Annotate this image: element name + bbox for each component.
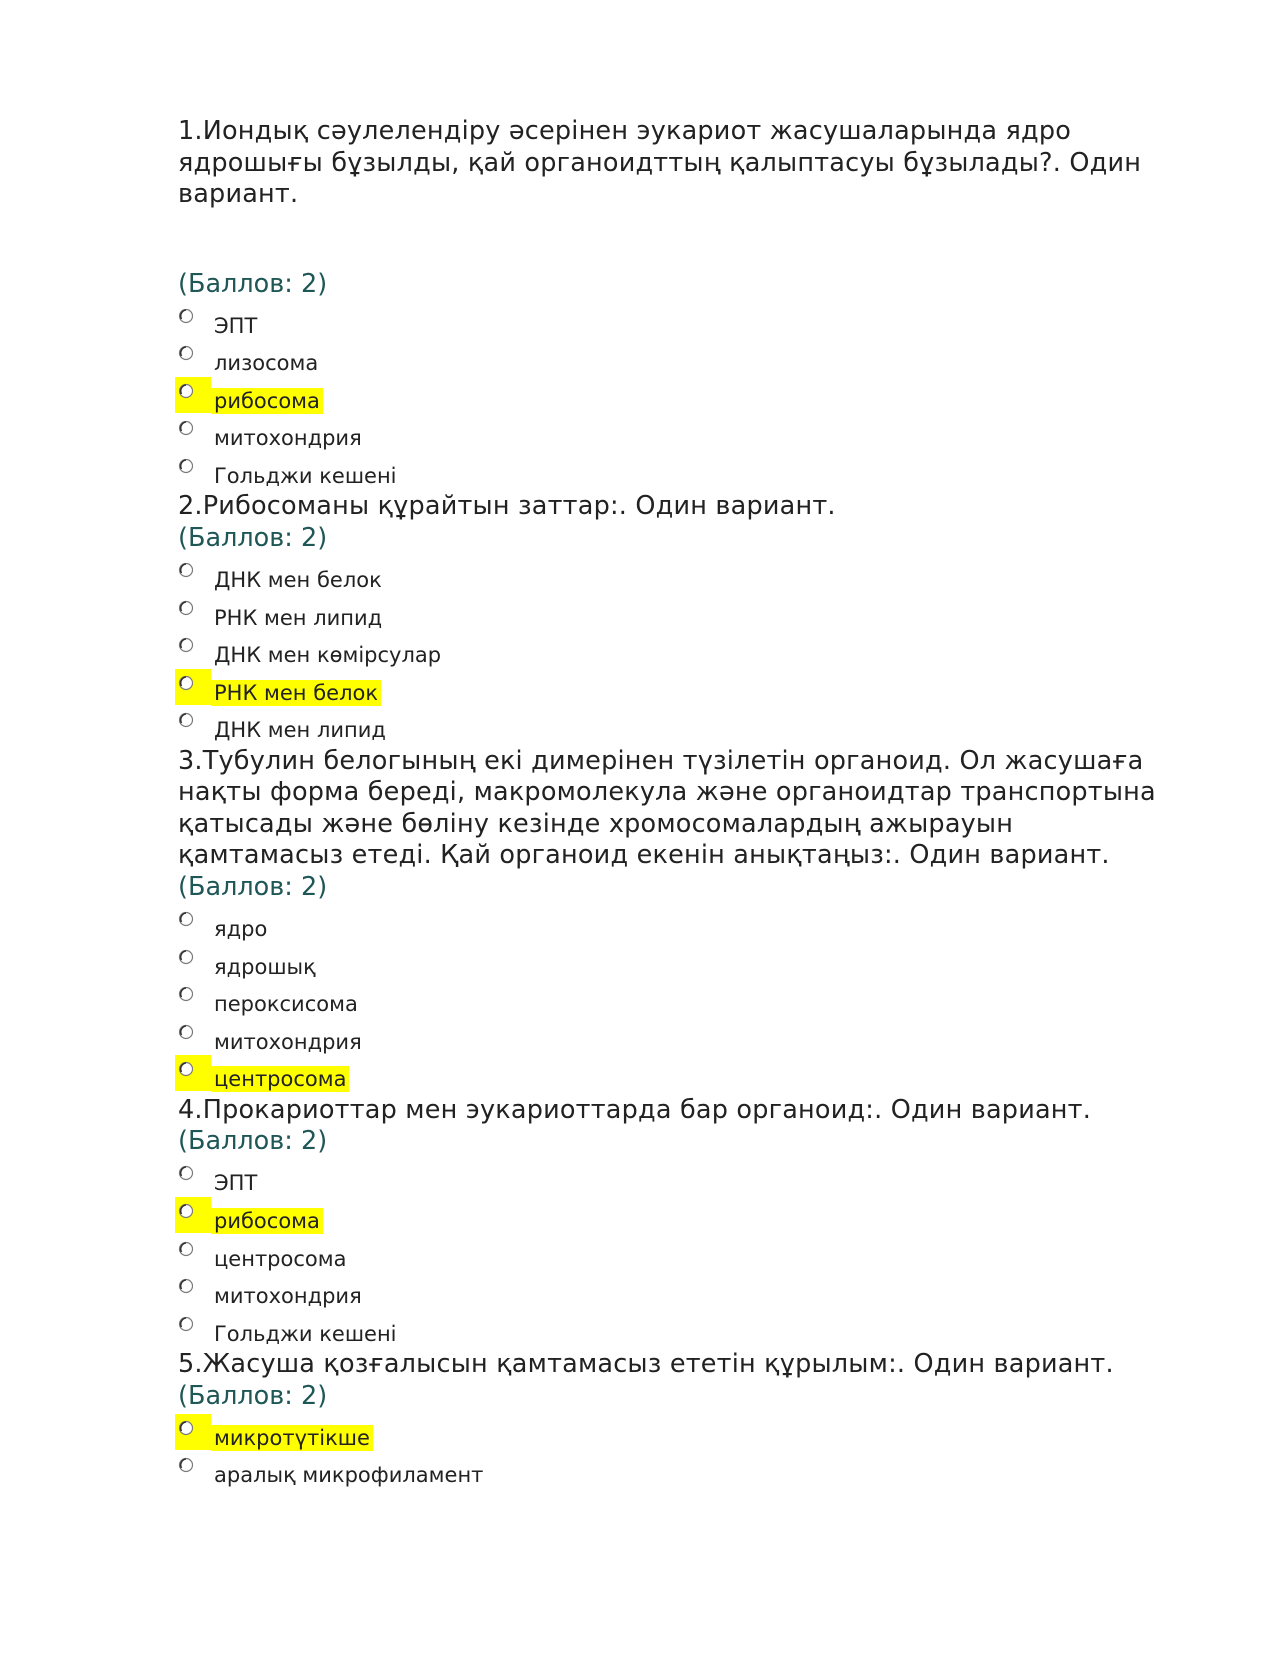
radio-button-icon[interactable] bbox=[178, 1165, 194, 1181]
answer-option-correct[interactable] bbox=[178, 1057, 1178, 1095]
answer-option[interactable] bbox=[178, 945, 1178, 983]
answer-option-correct[interactable] bbox=[178, 1416, 1178, 1454]
question-2 bbox=[178, 491, 1178, 745]
radio-button-icon[interactable] bbox=[178, 1203, 194, 1219]
answer-option-correct[interactable] bbox=[178, 671, 1178, 709]
answer-option[interactable] bbox=[178, 304, 1178, 342]
answer-label: митохондрия bbox=[214, 426, 362, 451]
radio-button-icon[interactable] bbox=[178, 911, 194, 927]
answer-option[interactable] bbox=[178, 1161, 1178, 1199]
answer-label: Гольджи кешені bbox=[214, 1321, 397, 1346]
answer-option[interactable] bbox=[178, 1237, 1178, 1275]
radio-button-icon[interactable] bbox=[178, 1061, 194, 1077]
quiz-page bbox=[178, 116, 1178, 1491]
radio-button-icon[interactable] bbox=[178, 383, 194, 399]
answer-label: митохондрия bbox=[214, 1284, 362, 1309]
answer-label: ДНК мен белок bbox=[214, 567, 382, 592]
answer-label: лизосома bbox=[214, 351, 319, 376]
question-score: (Баллов: 2) bbox=[178, 268, 328, 299]
question-score: (Баллов: 2) bbox=[178, 1380, 328, 1411]
radio-button-icon[interactable] bbox=[178, 345, 194, 361]
radio-button-icon[interactable] bbox=[178, 1024, 194, 1040]
answer-label: ДНК мен көмірсулар bbox=[214, 643, 442, 668]
radio-button-icon[interactable] bbox=[178, 458, 194, 474]
answer-label: ядрошық bbox=[214, 954, 316, 979]
answer-option[interactable] bbox=[178, 558, 1178, 596]
answer-label: ЭПТ bbox=[214, 1171, 258, 1196]
answer-option[interactable] bbox=[178, 1453, 1178, 1491]
answer-option-correct[interactable] bbox=[178, 379, 1178, 417]
answer-label: аралық микрофиламент bbox=[214, 1463, 484, 1488]
radio-button-icon[interactable] bbox=[178, 1278, 194, 1294]
question-text: 2.Рибосоманы құрайтын заттар:. Один вариант. bbox=[178, 491, 836, 522]
answer-label: Гольджи кешені bbox=[214, 463, 397, 488]
answer-label: ядро bbox=[214, 916, 268, 941]
radio-button-icon[interactable] bbox=[178, 420, 194, 436]
answer-label: митохондрия bbox=[214, 1029, 362, 1054]
answer-label: РНК мен липид bbox=[214, 605, 383, 630]
radio-button-icon[interactable] bbox=[178, 1420, 194, 1436]
question-3 bbox=[178, 746, 1178, 1095]
question-text: 3.Тубулин белогының екі димерінен түзілетін органоид. Ол жасушаға нақты форма береді, макромолекула және органоидтар транспортына қатысады және бөліну кезінде хромосомалардың ажырауын қамтамасыз етеді. Қай органоид екенін анықтаңыз:. Один вариант. bbox=[178, 745, 1156, 871]
question-1 bbox=[178, 116, 1178, 491]
answer-option[interactable] bbox=[178, 416, 1178, 454]
question-score: (Баллов: 2) bbox=[178, 522, 328, 553]
question-text: 4.Прокариоттар мен эукариоттарда бар органоид:. Один вариант. bbox=[178, 1094, 1092, 1125]
radio-button-icon[interactable] bbox=[178, 949, 194, 965]
radio-button-icon[interactable] bbox=[178, 308, 194, 324]
radio-button-icon[interactable] bbox=[178, 600, 194, 616]
answer-option[interactable] bbox=[178, 1312, 1178, 1350]
radio-button-icon[interactable] bbox=[178, 986, 194, 1002]
answer-label: микротүтікше bbox=[211, 1425, 373, 1451]
radio-button-icon[interactable] bbox=[178, 637, 194, 653]
question-text: 1.Иондық сәулелендіру әсерінен эукариот жасушаларында ядро ядрошығы бұзылды, қай органоидттың қалыптасуы бұзылады?. Один вариант. bbox=[178, 116, 1142, 209]
radio-button-icon[interactable] bbox=[178, 1316, 194, 1332]
radio-button-icon[interactable] bbox=[178, 675, 194, 691]
answer-label: центросома bbox=[211, 1066, 349, 1092]
radio-button-icon[interactable] bbox=[178, 1457, 194, 1473]
question-text: 5.Жасуша қозғалысын қамтамасыз ететін құрылым:. Один вариант. bbox=[178, 1349, 1114, 1380]
question-score: (Баллов: 2) bbox=[178, 871, 328, 902]
answer-label: пероксисома bbox=[214, 992, 358, 1017]
answer-option[interactable] bbox=[178, 1020, 1178, 1058]
answer-label: ЭПТ bbox=[214, 313, 258, 338]
answer-option[interactable] bbox=[178, 596, 1178, 634]
answer-label: центросома bbox=[214, 1246, 347, 1271]
answer-label: рибосома bbox=[211, 1208, 323, 1234]
radio-button-icon[interactable] bbox=[178, 712, 194, 728]
answer-option-correct[interactable] bbox=[178, 1199, 1178, 1237]
answer-label: ДНК мен липид bbox=[214, 718, 386, 743]
answer-option[interactable] bbox=[178, 341, 1178, 379]
answer-label: рибосома bbox=[211, 388, 323, 414]
answer-option[interactable] bbox=[178, 1274, 1178, 1312]
answer-option[interactable] bbox=[178, 454, 1178, 492]
question-score: (Баллов: 2) bbox=[178, 1126, 328, 1157]
question-4 bbox=[178, 1095, 1178, 1349]
question-5 bbox=[178, 1349, 1178, 1491]
answer-label: РНК мен белок bbox=[211, 680, 381, 706]
answer-option[interactable] bbox=[178, 708, 1178, 746]
answer-option[interactable] bbox=[178, 982, 1178, 1020]
radio-button-icon[interactable] bbox=[178, 1241, 194, 1257]
answer-option[interactable] bbox=[178, 633, 1178, 671]
answer-option[interactable] bbox=[178, 907, 1178, 945]
radio-button-icon[interactable] bbox=[178, 562, 194, 578]
